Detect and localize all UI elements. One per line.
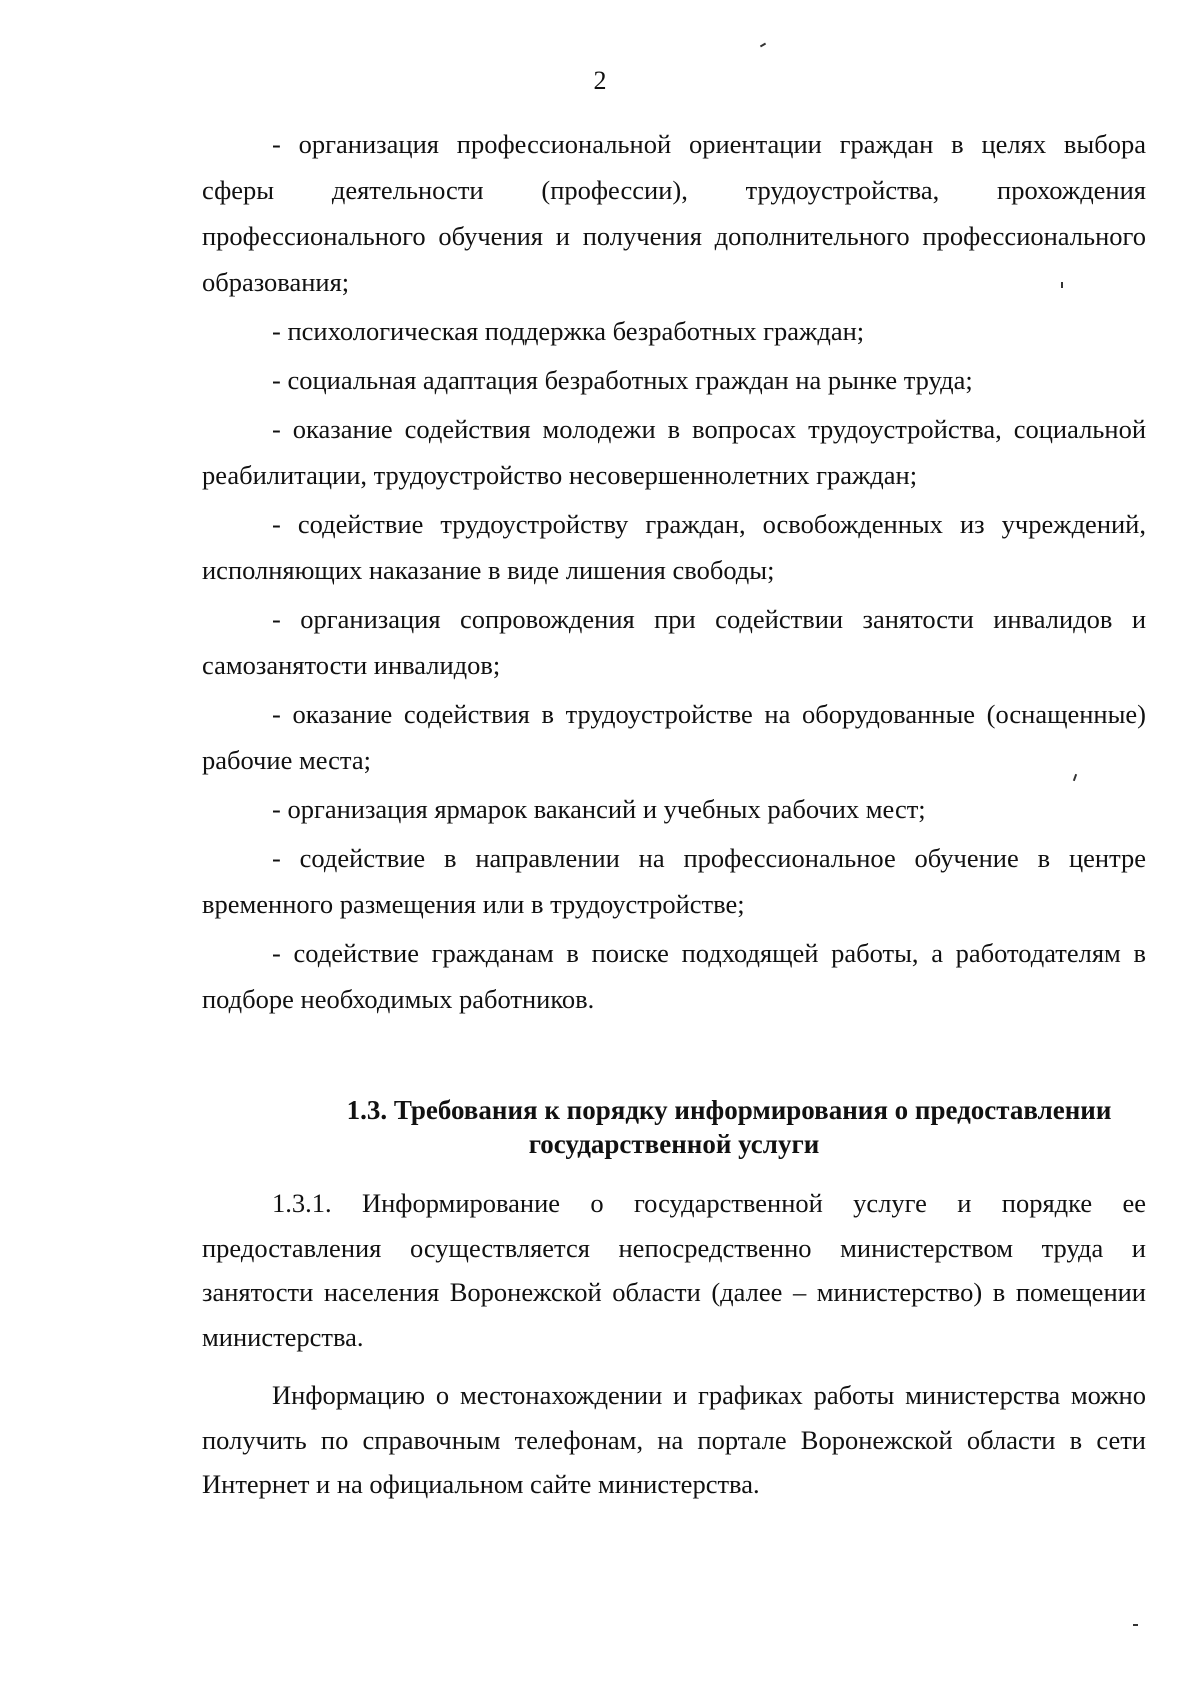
list-item: - содействие в направлении на профессиональное обучение в центре временного размещения или в трудоустройстве; [202,843,1146,919]
section-heading-line1: 1.3. Требования к порядку информирования о предоставлении [346,1095,1112,1125]
list-item: - организация сопровождения при содействии занятости инвалидов и самозанятости инвалидов; [202,604,1146,680]
list-item: - оказание содействия молодежи в вопросах трудоустройства, социальной реабилитации, трудоустройство несовершеннолетних граждан; [202,414,1146,490]
list-item: - содействие гражданам в поиске подходящей работы, а работодателям в подборе необходимых работников. [202,938,1146,1014]
section-heading-line2: государственной услуги [528,1129,820,1159]
list-item: - психологическая поддержка безработных граждан; [272,316,865,346]
page-number: 2 [593,66,607,95]
list-item: - организация ярмарок вакансий и учебных рабочих мест; [272,794,926,824]
list-item: - оказание содействия в трудоустройстве на оборудованные (оснащенные) рабочие места; [202,699,1146,775]
section-body [202,1181,1146,1521]
scan-speck [760,43,766,48]
scan-speck [1133,1624,1138,1626]
list-item: - организация профессиональной ориентации граждан в целях выбора сферы деятельности (профессии), трудоустройства, прохождения профессионального обучения и получения дополнительного профессионального образования; [202,129,1146,297]
paragraph-contacts: Информацию о местонахождении и графиках работы министерства можно получить по справочным телефонам, на портале Воронежской области в сети Интернет и на официальном сайте министерства. [202,1380,1146,1499]
list-item: - социальная адаптация безработных граждан на рынке труда; [272,365,973,395]
paragraph-informing: 1.3.1. Информирование о государственной услуге и порядке ее предоставления осуществляется непосредственно министерством труда и занятости населения Воронежской области (далее – министерство) в помещении министерства. [202,1188,1146,1352]
section-heading [202,1093,1146,1161]
service-list [202,121,1146,1025]
list-item: - содействие трудоустройству граждан, освобожденных из учреждений, исполняющих наказание в виде лишения свободы; [202,509,1146,585]
scan-speck [1061,282,1063,288]
